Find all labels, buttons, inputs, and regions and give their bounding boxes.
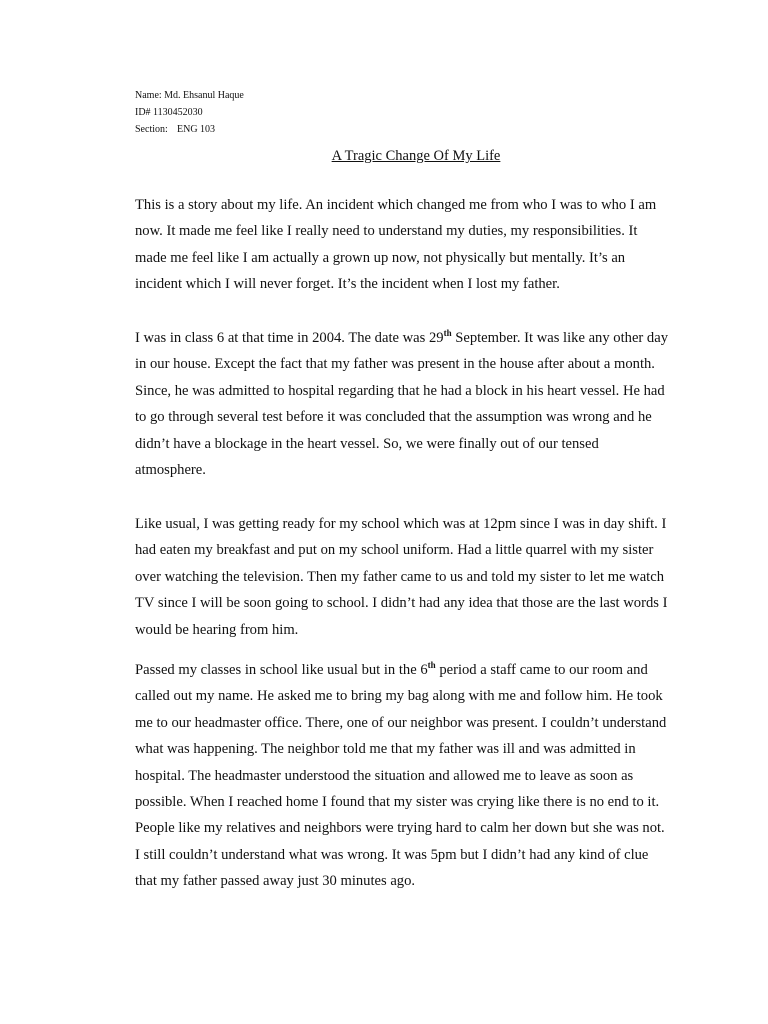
text-line xyxy=(135,378,768,404)
text-line xyxy=(135,868,768,894)
text-segment: would be hearing from him. xyxy=(135,621,299,638)
text-segment: possible. When I reached home I found that my sister was crying like there is no end to it. xyxy=(135,793,660,810)
text-line xyxy=(135,457,768,483)
paragraph xyxy=(135,325,768,483)
text-segment: September. It was like any other day xyxy=(451,330,669,346)
text-line xyxy=(135,617,768,643)
essay-title: A Tragic Change Of My Life xyxy=(331,148,501,164)
text-segment: I was in class 6 at that time in 2004. The date was 29 xyxy=(135,330,444,346)
section-label: Section: xyxy=(135,124,168,135)
text-line xyxy=(135,815,768,841)
section-row xyxy=(135,124,215,136)
text-segment: Passed my classes in school like usual but in the 6 xyxy=(135,662,428,678)
text-segment: over watching the television. Then my father came to us and told my sister to let me watch xyxy=(135,568,665,585)
text-line xyxy=(135,564,768,590)
text-line xyxy=(135,511,768,537)
text-line xyxy=(135,683,768,709)
text-segment: what was happening. The neighbor told me that my father was ill and was admitted in xyxy=(135,741,636,758)
text-segment: Like usual, I was getting ready for my school which was at 12pm since I was in day shift. I xyxy=(135,516,667,532)
text-segment: period a staff came to our room and xyxy=(435,662,648,678)
text-line xyxy=(135,404,768,430)
text-segment: hospital. The headmaster understood the situation and allowed me to leave as soon as xyxy=(135,767,634,784)
paragraph xyxy=(135,657,768,895)
text-line xyxy=(135,657,768,683)
paragraph xyxy=(135,511,768,643)
text-line xyxy=(135,710,768,736)
text-segment: now. It made me feel like I really need to understand my duties, my responsibilities. It xyxy=(135,223,638,240)
text-line xyxy=(135,218,768,244)
text-segment: didn’t have a blockage in the heart vessel. So, we were finally out of our tensed xyxy=(135,435,599,452)
section-value: ENG 103 xyxy=(177,124,216,135)
text-line xyxy=(135,736,768,762)
text-segment: called out my name. He asked me to bring my bag along with me and follow him. He took xyxy=(135,688,663,705)
superscript: th xyxy=(443,328,452,338)
text-segment: atmosphere. xyxy=(135,461,206,478)
text-line xyxy=(135,537,768,563)
text-line xyxy=(135,351,768,377)
text-line xyxy=(135,192,768,218)
text-segment: that my father passed away just 30 minutes ago. xyxy=(135,873,416,890)
text-segment: to go through several test before it was concluded that the assumption was wrong and he xyxy=(135,409,652,426)
text-segment: made me feel like I am actually a grown up now, not physically but mentally. It’s an xyxy=(135,249,626,266)
text-segment: had eaten my breakfast and put on my school uniform. Had a little quarrel with my sister xyxy=(135,542,654,559)
text-segment: This is a story about my life. An incident which changed me from who I was to who I am xyxy=(135,197,657,213)
text-line xyxy=(135,245,768,271)
text-segment: incident which I will never forget. It’s the incident when I lost my father. xyxy=(135,276,560,293)
text-segment: in our house. Except the fact that my father was present in the house after about a month. xyxy=(135,356,655,373)
text-segment: I still couldn’t understand what was wrong. It was 5pm but I didn’t had any kind of clue xyxy=(135,846,649,863)
text-line xyxy=(135,789,768,815)
text-line xyxy=(135,271,768,297)
text-line xyxy=(135,590,768,616)
student-id: ID# 1130452030 xyxy=(135,107,203,118)
essay-title-row xyxy=(0,148,768,165)
text-segment: TV since I will be soon going to school. I didn’t had any idea that those are the last words I xyxy=(135,595,668,612)
student-name: Name: Md. Ehsanul Haque xyxy=(135,90,244,101)
text-line xyxy=(135,325,768,351)
text-line xyxy=(135,763,768,789)
text-line xyxy=(135,842,768,868)
superscript: th xyxy=(427,660,436,670)
text-segment: Since, he was admitted to hospital regarding that he had a block in his heart vessel. He had xyxy=(135,382,665,399)
text-segment: me to our headmaster office. There, one of our neighbor was present. I couldn’t understand xyxy=(135,714,667,731)
text-line xyxy=(135,431,768,457)
text-segment: People like my relatives and neighbors were trying hard to calm her down but she was not. xyxy=(135,820,665,837)
paragraph xyxy=(135,192,768,298)
